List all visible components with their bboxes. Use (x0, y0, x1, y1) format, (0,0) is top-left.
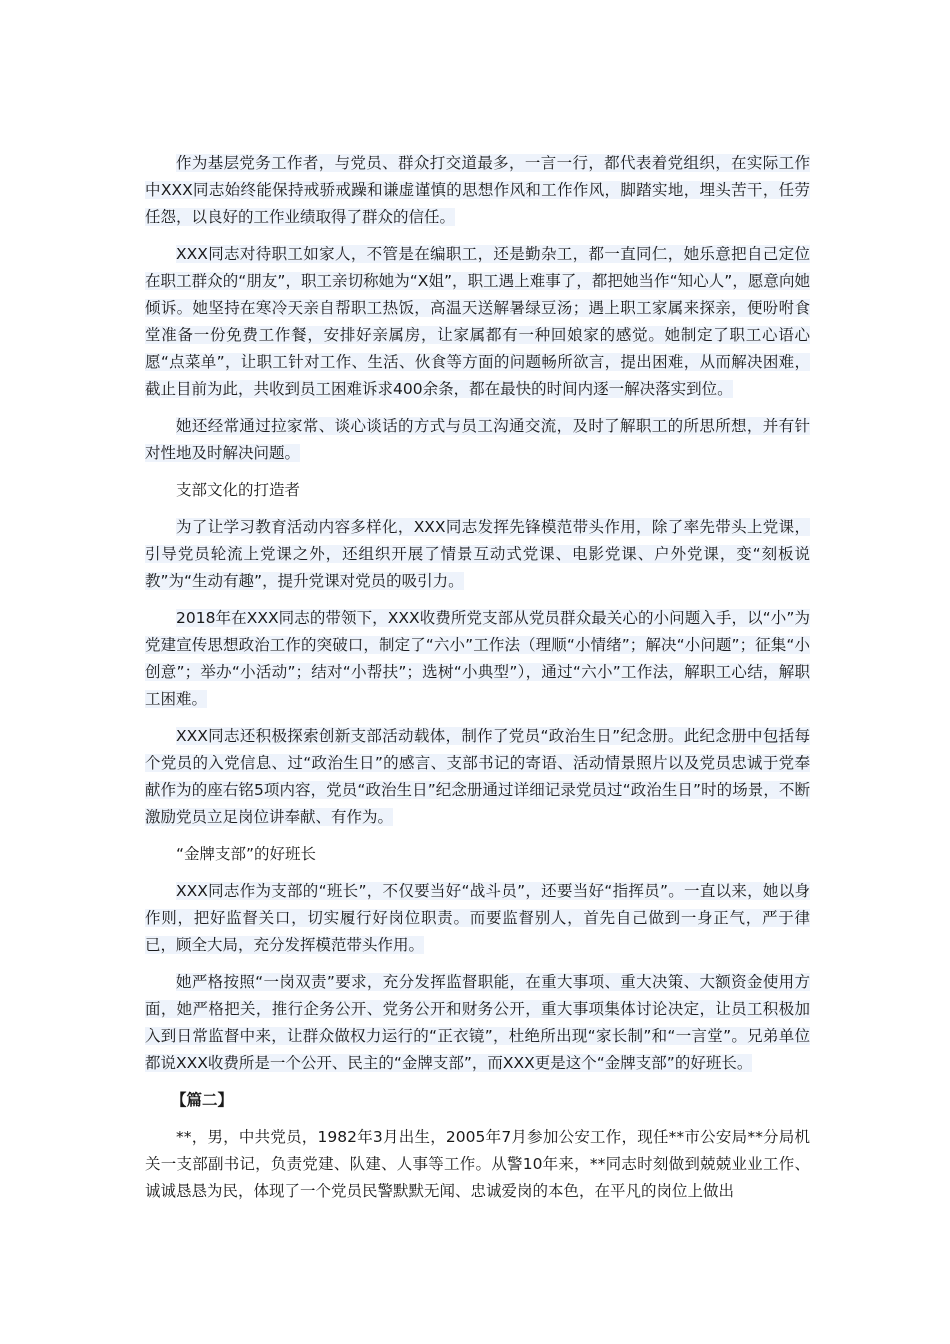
paragraph-4-text: 为了让学习教育活动内容多样化，XXX同志发挥先锋模范带头作用，除了率先带头上党课，引导党员轮流上党课之外，还组织开展了情景互动式党课、电影党课、户外党课，变“刻板说教”为“生动有趣”，提升党课对党员的吸引力。 (145, 518, 810, 590)
paragraph-4 (145, 514, 810, 595)
paragraph-7 (145, 878, 810, 959)
paragraph-9 (145, 1124, 810, 1205)
paragraph-5-text: 2018年在XXX同志的带领下，XXX收费所党支部从党员群众最关心的小问题入手，以“小”为党建宣传思想政治工作的突破口，制定了“六小”工作法（理顺“小情绪”；解决“小问题”；征集“小创意”；举办“小活动”；结对“小帮扶”；选树“小典型”），通过“六小”工作法，解职工心结，解职工困难。 (145, 609, 810, 708)
paragraph-7-text: XXX同志作为支部的“班长”，不仅要当好“战斗员”，还要当好“指挥员”。一直以来，她以身作则，把好监督关口，切实履行好岗位职责。而要监督别人，首先自己做到一身正气，严于律已，顾全大局，充分发挥模范带头作用。 (145, 882, 810, 954)
paragraph-3 (145, 413, 810, 467)
paragraph-8-text: 她严格按照“一岗双责”要求，充分发挥监督职能，在重大事项、重大决策、大额资金使用方面，她严格把关，推行企务公开、党务公开和财务公开，重大事项集体讨论决定，让员工积极加入到日常监督中来，让群众做权力运行的“正衣镜”，杜绝所出现“家长制”和“一言堂”。兄弟单位都说XXX收费所是一个公开、民主的“金牌支部”，而XXX更是这个“金牌支部”的好班长。 (145, 973, 810, 1072)
paragraph-9-text: **，男，中共党员，1982年3月出生，2005年7月参加公安工作，现任**市公安局**分局机关一支部副书记，负责党建、队建、人事等工作。从警10年来，**同志时刻做到兢兢业业工作、诚诚恳恳为民，体现了一个党员民警默默无闻、忠诚爱岗的本色，在平凡的岗位上做出 (145, 1128, 810, 1200)
section-label-part-two: 【篇二】 (171, 1091, 234, 1109)
paragraph-5 (145, 605, 810, 713)
paragraph-2-text: XXX同志对待职工如家人，不管是在编职工，还是勤杂工，都一直同仁，她乐意把自己定位在职工群众的“朋友”，职工亲切称她为“X姐”，职工遇上难事了，都把她当作“知心人”，愿意向她倾诉。她坚持在寒冷天亲自帮职工热饭，高温天送解暑绿豆汤；遇上职工家属来探亲，便吩咐食堂准备一份免费工作餐，安排好亲属房，让家属都有一种回娘家的感觉。她制定了职工心语心愿“点菜单”，让职工针对工作、生活、伙食等方面的问题畅所欲言，提出困难，从而解决困难，截止目前为此，共收到员工困难诉求400余条，都在最快的时间内逐一解决落实到位。 (145, 245, 810, 398)
section-heading-gold-branch: “金牌支部”的好班长 (176, 845, 317, 863)
document-page (145, 150, 810, 1215)
paragraph-1-text: 作为基层党务工作者，与党员、群众打交道最多，一言一行，都代表着党组织，在实际工作中XXX同志始终能保持戒骄戒躁和谦虚谨慎的思想作风和工作作风，脚踏实地，埋头苦干，任劳任怨，以良好的工作业绩取得了群众的信任。 (145, 154, 810, 226)
paragraph-6 (145, 723, 810, 831)
paragraph-6-text: XXX同志还积极探索创新支部活动载体，制作了党员“政治生日”纪念册。此纪念册中包括每个党员的入党信息、过“政治生日”的感言、支部书记的寄语、活动情景照片以及党员忠诚于党奉献作为的座右铭5项内容，党员“政治生日”纪念册通过详细记录党员过“政治生日”时的场景，不断激励党员立足岗位讲奉献、有作为。 (145, 727, 810, 826)
paragraph-3-text: 她还经常通过拉家常、谈心谈话的方式与员工沟通交流，及时了解职工的所思所想，并有针对性地及时解决问题。 (145, 417, 810, 462)
paragraph-1 (145, 150, 810, 231)
paragraph-8 (145, 969, 810, 1077)
paragraph-2 (145, 241, 810, 403)
section-heading-branch-culture: 支部文化的打造者 (176, 481, 301, 499)
